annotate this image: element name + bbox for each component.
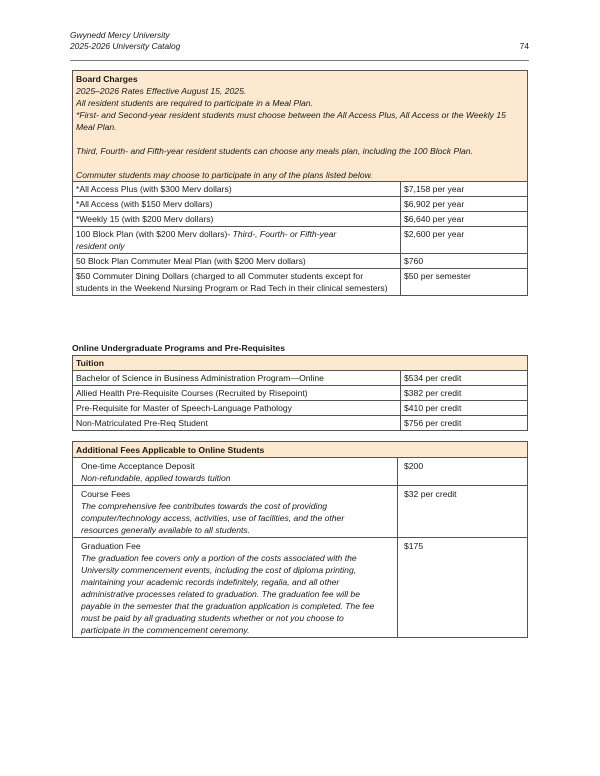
table-row [73,254,528,269]
board-charges-header [73,71,528,182]
meal-plan-name: *All Access Plus (with $300 Merv dollars) [73,182,401,197]
program-price: $534 per credit [401,371,528,386]
table-row [73,386,528,401]
rates-effective-note: 2025–2026 Rates Effective August 15, 2025. [76,86,247,96]
header-divider [70,60,529,61]
first-second-year-note: *First- and Second-year resident students must choose between the All Access Plus, All Access or the Weekly 15 Meal Plan. [76,110,506,132]
upper-year-note: Third, Fourth- and Fifth-year resident students can choose any meals plan, including the 100 Block Plan. [76,146,473,156]
meal-plan-restriction: Third-, Fourth- or Fifth-year resident only [76,229,337,251]
meal-plan-name [73,227,401,254]
table-row [73,371,528,386]
meal-plan-name: *Weekly 15 (with $200 Merv dollars) [73,212,401,227]
fee-price: $200 [398,458,528,486]
program-price: $382 per credit [401,386,528,401]
commuter-note: Commuter students may choose to participate in any of the plans listed below. [76,170,373,180]
table-row [73,182,528,197]
table-row [73,227,528,254]
tuition-header: Tuition [73,356,528,371]
fee-name: One-time Acceptance Deposit [81,461,195,471]
meal-plan-price: $6,640 per year [401,212,528,227]
fee-description: The graduation fee covers only a portion of the costs associated with the University commencement events, including the cost of diploma printing, maintaining your academic records indefinitely, regalia, and all other administrative processes related to graduation. The graduation fee will be payable in the semester that the graduation application is completed. The fee must be paid by all graduating students whether or not you choose to participate in the commencement ceremony. [81,553,375,635]
fee-price: $175 [398,538,528,638]
table-row [73,212,528,227]
meal-plan-price: $2,600 per year [401,227,528,254]
institution-name: Gwynedd Mercy University [70,30,170,40]
fee-description: The comprehensive fee contributes towards the cost of providing computer/technology access, activities, use of facilities, and the other resources generally available to all students. [81,501,345,535]
board-charges-title: Board Charges [76,74,138,84]
table-row [73,401,528,416]
fee-price: $32 per credit [398,486,528,538]
program-name: Pre-Requisite for Master of Speech-Language Pathology [73,401,401,416]
meal-plan-name: 50 Block Plan Commuter Meal Plan (with $200 Merv dollars) [73,254,401,269]
catalog-title: 2025-2026 University Catalog [70,41,181,51]
fee-description: Non-refundable, applied towards tuition [81,473,231,483]
meal-plan-name: *All Access (with $150 Merv dollars) [73,197,401,212]
fee-cell [73,458,398,486]
program-price: $756 per credit [401,416,528,431]
program-name: Non-Matriculated Pre-Req Student [73,416,401,431]
program-price: $410 per credit [401,401,528,416]
meal-plan-requirement-note: All resident students are required to participate in a Meal Plan. [76,98,313,108]
table-row [73,458,528,486]
fee-name: Course Fees [81,489,131,499]
program-name: Bachelor of Science in Business Administration Program—Online [73,371,401,386]
page-header [70,30,529,52]
online-tuition-table [72,355,528,431]
table-row [73,416,528,431]
meal-plan-name: $50 Commuter Dining Dollars (charged to all Commuter students except for students in the Weekend Nursing Program or Rad Tech in their clinical semesters) [73,269,401,296]
fee-cell [73,538,398,638]
table-row [73,269,528,296]
meal-plan-price: $7,158 per year [401,182,528,197]
meal-plan-label: 100 Block Plan (with $200 Merv dollars)- [76,229,233,239]
table-row [73,197,528,212]
meal-plan-price: $6,902 per year [401,197,528,212]
fee-cell [73,486,398,538]
additional-fees-header: Additional Fees Applicable to Online Students [73,442,528,458]
additional-fees-table [72,441,528,638]
fee-name: Graduation Fee [81,541,141,551]
board-charges-table [72,70,528,296]
online-programs-section-title: Online Undergraduate Programs and Pre-Requisites [72,343,285,353]
program-name: Allied Health Pre-Requisite Courses (Recruited by Risepoint) [73,386,401,401]
meal-plan-price: $50 per semester [401,269,528,296]
page-number: 74 [519,41,529,51]
table-row [73,486,528,538]
table-row [73,538,528,638]
meal-plan-price: $760 [401,254,528,269]
